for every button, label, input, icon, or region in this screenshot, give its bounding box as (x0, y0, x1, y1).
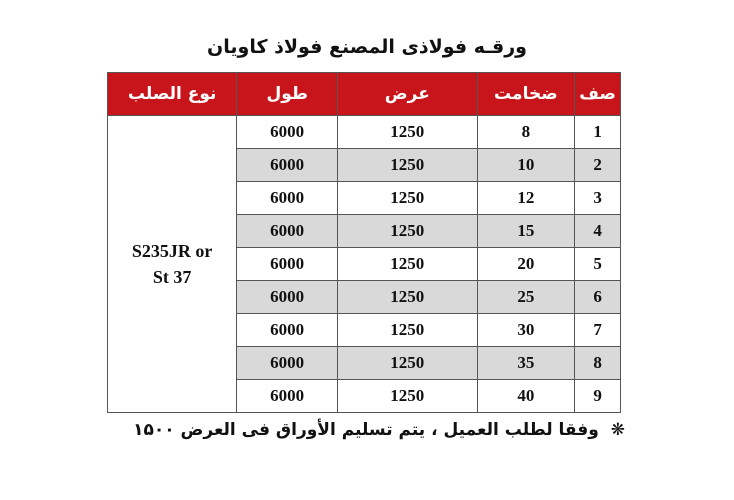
cell-width: 1250 (338, 347, 477, 380)
cell-width: 1250 (338, 248, 477, 281)
table-row (108, 116, 621, 149)
cell-row-no: 1 (575, 116, 621, 149)
cell-row-no: 2 (575, 149, 621, 182)
cell-length: 6000 (237, 182, 338, 215)
footnote-text: وفقا لطلب العميل ، يتم تسليم الأوراق فی العرض ۱۵۰۰ (133, 420, 599, 440)
cell-row-no: 5 (575, 248, 621, 281)
header-length: طول (237, 73, 338, 116)
cell-length: 6000 (237, 215, 338, 248)
cell-row-no: 7 (575, 314, 621, 347)
cell-length: 6000 (237, 116, 338, 149)
cell-row-no: 4 (575, 215, 621, 248)
cell-thickness: 8 (477, 116, 575, 149)
cell-length: 6000 (237, 347, 338, 380)
cell-width: 1250 (338, 116, 477, 149)
table-header-row (108, 73, 621, 116)
header-row-no: صف (575, 73, 621, 116)
cell-thickness: 20 (477, 248, 575, 281)
spec-table (107, 72, 621, 413)
cell-thickness: 10 (477, 149, 575, 182)
header-width: عرض (338, 73, 477, 116)
cell-thickness: 30 (477, 314, 575, 347)
header-grade: نوع الصلب (108, 73, 237, 116)
cell-row-no: 6 (575, 281, 621, 314)
cell-width: 1250 (338, 215, 477, 248)
cell-length: 6000 (237, 248, 338, 281)
cell-length: 6000 (237, 149, 338, 182)
cell-width: 1250 (338, 182, 477, 215)
cell-thickness: 25 (477, 281, 575, 314)
cell-row-no: 3 (575, 182, 621, 215)
asterisk-icon: ❋ (610, 420, 625, 440)
grade-line-1: S235JR or (131, 241, 213, 261)
cell-width: 1250 (338, 281, 477, 314)
cell-row-no: 9 (575, 380, 621, 413)
cell-width: 1250 (338, 149, 477, 182)
cell-grade (108, 116, 237, 413)
cell-thickness: 12 (477, 182, 575, 215)
document-title: ورقـه فولاذی المصنع فولاذ کاویان (207, 36, 527, 58)
cell-row-no: 8 (575, 347, 621, 380)
cell-thickness: 15 (477, 215, 575, 248)
cell-thickness: 35 (477, 347, 575, 380)
cell-thickness: 40 (477, 380, 575, 413)
cell-length: 6000 (237, 380, 338, 413)
header-thickness: ضخامت (477, 73, 575, 116)
footnote (0, 420, 625, 440)
cell-width: 1250 (338, 380, 477, 413)
cell-length: 6000 (237, 314, 338, 347)
grade-line-2: St 37 (152, 267, 192, 287)
cell-length: 6000 (237, 281, 338, 314)
cell-width: 1250 (338, 314, 477, 347)
